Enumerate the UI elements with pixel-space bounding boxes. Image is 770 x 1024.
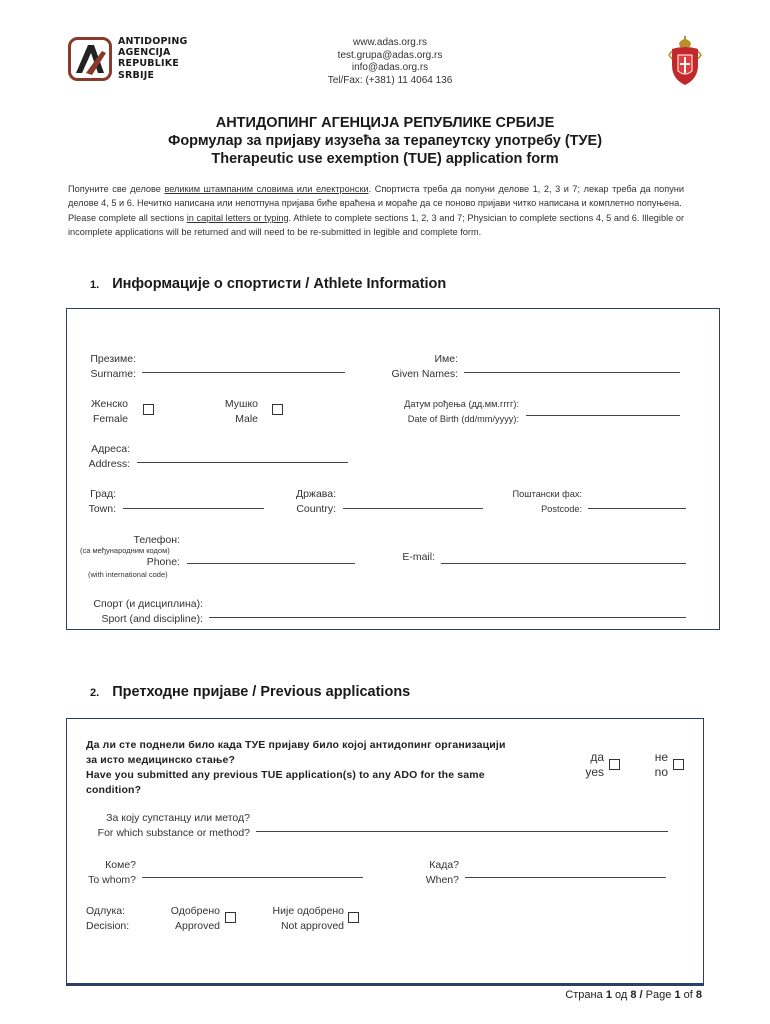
given-names-label: Име: Given Names: <box>391 353 458 380</box>
town-field[interactable] <box>123 508 264 509</box>
phone-label-serbian: Телефон: <box>133 534 180 546</box>
town-label: Град: Town: <box>88 488 116 515</box>
instructions <box>68 182 684 239</box>
male-label: Мушко Male <box>224 398 258 425</box>
email-link[interactable]: info@adas.org.rs <box>351 62 429 73</box>
footer-divider <box>66 984 704 986</box>
substance-label: За коју супстанцу или метод? For which substance or method? <box>97 812 250 839</box>
phone-note-english: (with international code) <box>88 570 168 579</box>
form-title-english: Therapeutic use exemption (TUE) application form <box>211 151 559 167</box>
surname-field[interactable] <box>142 372 345 373</box>
when-field[interactable] <box>465 877 666 878</box>
agency-logo-wordmark: ANTIDOPING AGENCIJA REPUBLIKE SRBIJE <box>118 36 188 81</box>
address-label: Адреса: Address: <box>88 443 130 470</box>
instructions-english: Please complete all sections in capital letters or typing. Athlete to complete sections 1, 2, 3 and 7; Physician to complete sections 4, 5 and 6. Illegible or incomplete applications will be returned and will need to be re-submitted in legible and complete form. <box>68 212 684 237</box>
substance-field[interactable] <box>256 831 668 832</box>
previous-tue-question: Да ли сте поднели било када ТУЕ пријаву било којој антидопинг организацији за исто медицинско стање? Have you submitted any previous TUE application(s) to any ADO for the same condition? <box>86 739 506 796</box>
section2-heading: 2. Претходне пријаве / Previous applications <box>90 684 411 700</box>
male-checkbox[interactable] <box>272 404 283 415</box>
date-of-birth-field[interactable] <box>526 415 680 416</box>
contact-info <box>300 37 480 87</box>
form-title-serbian: Формулар за пријаву изузећа за терапеутску употребу (ТУЕ) <box>167 133 603 149</box>
adas-logo-icon <box>68 37 112 81</box>
email-field[interactable] <box>441 563 686 564</box>
country-field[interactable] <box>343 508 483 509</box>
postcode-field[interactable] <box>588 508 686 509</box>
no-checkbox[interactable] <box>673 759 684 770</box>
date-of-birth-label: Датум рођења (дд.мм.гггг): Date of Birth (dd/mm/yyyy): <box>404 399 519 424</box>
female-label: Женско Female <box>90 398 128 425</box>
phone-fax: Tel/Fax: (+381) 11 4064 136 <box>327 74 453 86</box>
not-approved-checkbox[interactable] <box>348 912 359 923</box>
yes-label: да yes <box>585 750 604 779</box>
sport-field[interactable] <box>209 617 686 618</box>
website-link[interactable]: www.adas.org.rs <box>353 37 427 48</box>
email-label: E-mail: <box>402 551 435 563</box>
section1-heading: 1. Информације о спортисти / Athlete Information <box>90 276 447 292</box>
surname-label: Презиме: Surname: <box>90 353 136 380</box>
given-names-field[interactable] <box>464 372 680 373</box>
no-label: не no <box>654 750 668 779</box>
address-field[interactable] <box>137 462 348 463</box>
approved-checkbox[interactable] <box>225 912 236 923</box>
page-number: Страна 1 од 8 / Page 1 of 8 <box>565 989 702 1001</box>
phone-label-english: Phone: <box>146 556 180 568</box>
decision-label: Одлука: Decision: <box>86 905 130 932</box>
approved-label: Одобрено Approved <box>170 905 220 932</box>
female-checkbox[interactable] <box>143 404 154 415</box>
phone-field[interactable] <box>187 563 355 564</box>
phone-note-serbian: (са међународним кодом) <box>80 546 170 555</box>
to-whom-label: Коме? To whom? <box>88 859 136 886</box>
to-whom-field[interactable] <box>142 877 363 878</box>
country-label: Држава: Country: <box>295 488 336 515</box>
agency-title: АНТИДОПИНГ АГЕНЦИЈА РЕПУБЛИКЕ СРБИЈЕ <box>215 115 555 131</box>
sport-label: Спорт (и дисциплина): Sport (and discipline): <box>93 598 203 625</box>
serbian-coat-of-arms-icon <box>668 35 702 87</box>
instructions-serbian: Попуните све делове великим штампаним словима или електронски. Спортиста треба да попуни делове 1, 2, 3 и 7; лекар треба да попуни делове 4, 5 и 6. Нечитко написана или непотпуна пријава биће враћена и мораће да се поново пријави читко написана и комплетно попуњена. <box>68 184 685 209</box>
when-label: Када? When? <box>425 859 459 886</box>
email-link[interactable]: test.grupa@adas.org.rs <box>337 49 443 61</box>
not-approved-label: Није одобрено Not approved <box>272 905 344 932</box>
yes-checkbox[interactable] <box>609 759 620 770</box>
postcode-label: Поштански фах: Postcode: <box>512 489 582 514</box>
